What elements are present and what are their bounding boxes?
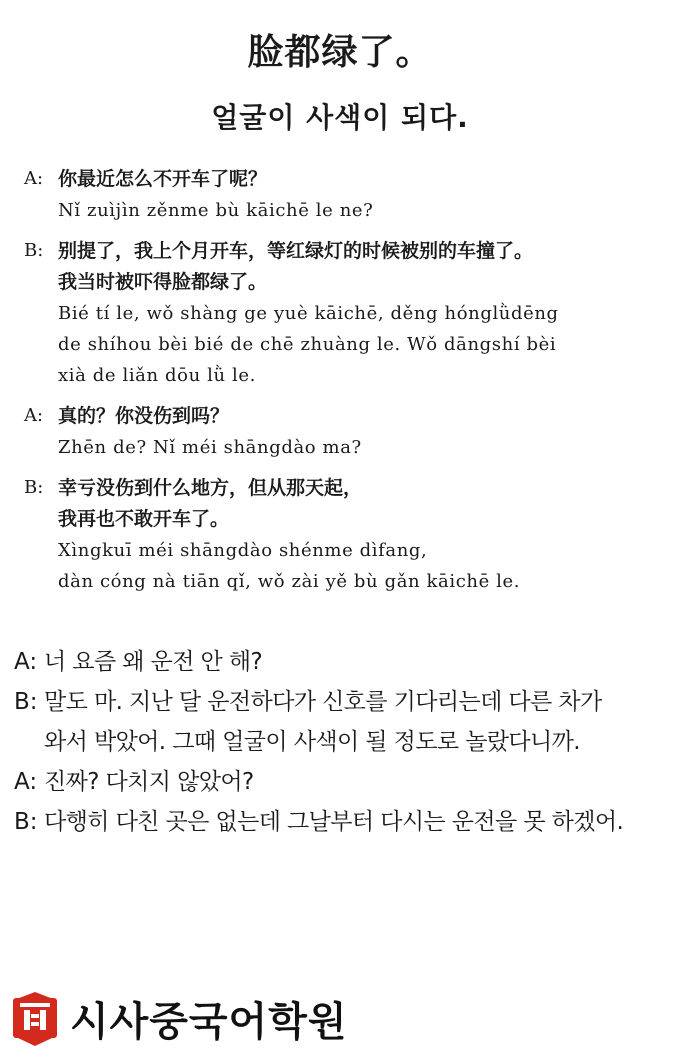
translation-line: 너 요즘 왜 운전 안 해? bbox=[44, 649, 263, 675]
pinyin-line: de shíhou bèi bié de chē zhuàng le. Wǒ dāngshí bèi bbox=[58, 334, 557, 355]
dialogue-turn bbox=[24, 164, 664, 226]
sisa-seal-logo-icon bbox=[12, 992, 58, 1046]
speaker-label: B: bbox=[24, 240, 44, 261]
footer-brand bbox=[12, 990, 347, 1047]
speaker-label: A: bbox=[24, 405, 44, 426]
pinyin-line: Xìngkuī méi shāngdào shénme dìfang, bbox=[58, 540, 428, 561]
chinese-dialogue bbox=[24, 164, 664, 607]
chinese-line: 真的？你没伤到吗？ bbox=[58, 405, 230, 427]
speaker-label: B: bbox=[24, 477, 44, 498]
pinyin-line: xià de liǎn dōu lǜ le. bbox=[58, 365, 256, 386]
dialogue-turn bbox=[24, 473, 664, 597]
translation-line: 진짜? 다치지 않았어? bbox=[44, 769, 254, 795]
translation-line: 말도 마. 지난 달 운전하다가 신호를 기다리는데 다른 차가 bbox=[44, 689, 602, 715]
translation-turn bbox=[14, 802, 670, 842]
chinese-line: 幸亏没伤到什么地方，但从那天起， bbox=[58, 477, 363, 499]
pinyin-line: Zhēn de? Nǐ méi shāngdào ma? bbox=[58, 437, 362, 458]
page-title: 脸都绿了。 bbox=[247, 31, 433, 73]
translation-turn bbox=[14, 642, 670, 682]
korean-translation bbox=[14, 642, 670, 842]
chinese-line: 我当时被吓得脸都绿了。 bbox=[58, 271, 268, 293]
chinese-line: 你最近怎么不开车了呢？ bbox=[58, 168, 268, 190]
speaker-label: A: bbox=[14, 769, 38, 795]
subtitle: 얼굴이 사색이 되다. bbox=[211, 101, 469, 134]
pinyin-line: Bié tí le, wǒ shàng ge yuè kāichē, děng hónglǜdēng bbox=[58, 303, 559, 324]
translation-line: 다행히 다친 곳은 없는데 그날부터 다시는 운전을 못 하겠어. bbox=[44, 809, 624, 835]
chinese-line: 别提了，我上个月开车，等红绿灯的时候被别的车撞了。 bbox=[58, 240, 534, 262]
brand-name: 시사중국어학원 bbox=[70, 999, 348, 1045]
chinese-line: 我再也不敢开车了。 bbox=[58, 508, 230, 530]
translation-turn bbox=[14, 762, 670, 802]
translation-line: 와서 박았어. 그때 얼굴이 사색이 될 정도로 놀랐다니까. bbox=[44, 729, 580, 755]
dialogue-turn bbox=[24, 236, 664, 391]
speaker-label: B: bbox=[14, 809, 38, 835]
speaker-label: A: bbox=[24, 168, 44, 189]
translation-turn bbox=[14, 682, 670, 722]
pinyin-line: Nǐ zuìjìn zěnme bù kāichē le ne? bbox=[58, 200, 374, 221]
dialogue-turn bbox=[24, 401, 664, 463]
speaker-label: A: bbox=[14, 649, 38, 675]
speaker-label: B: bbox=[14, 689, 38, 715]
pinyin-line: dàn cóng nà tiān qǐ, wǒ zài yě bù gǎn kāichē le. bbox=[58, 571, 521, 592]
